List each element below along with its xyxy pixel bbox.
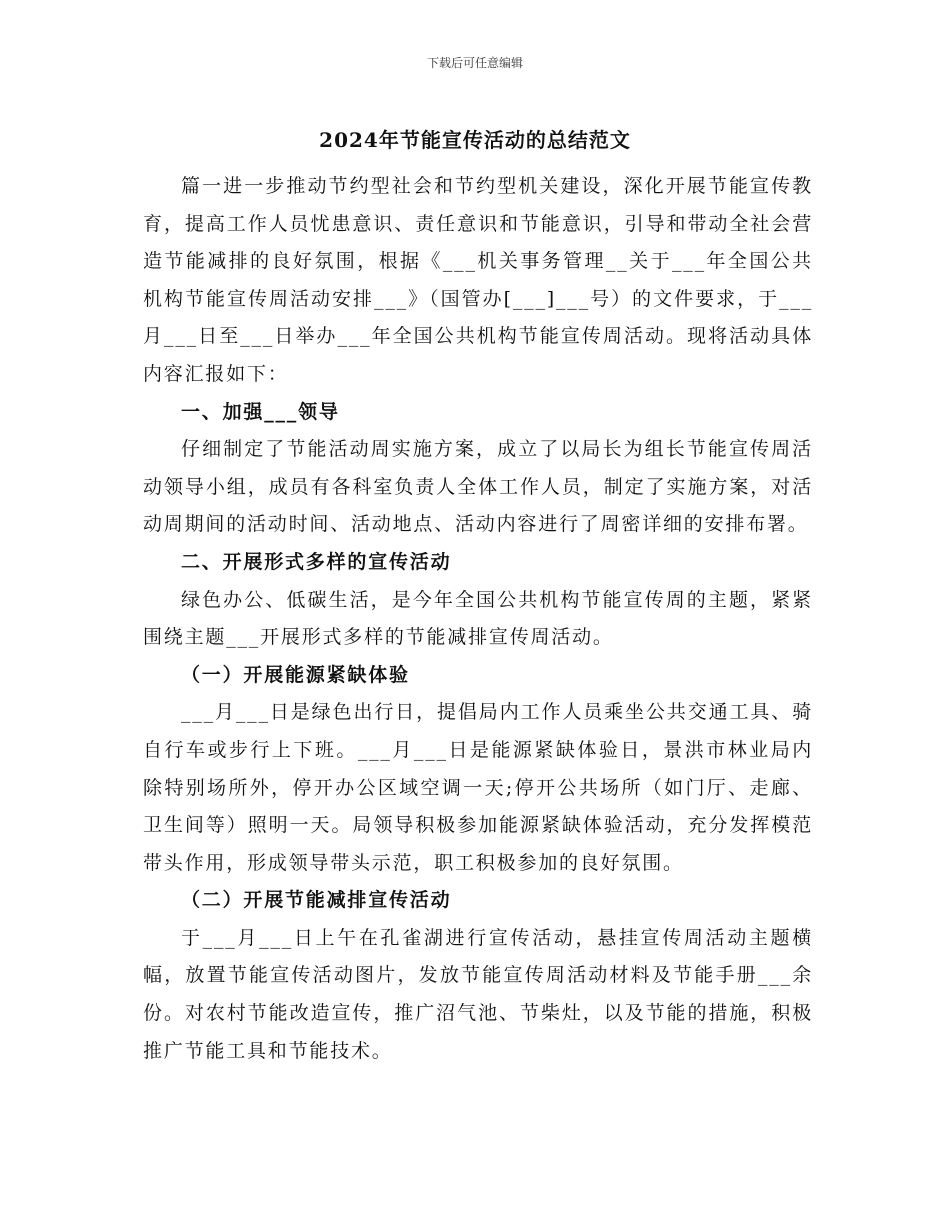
section-1-paragraph: 仔细制定了节能活动周实施方案，成立了以局长为组长节能宣传周活动领导小组，成员有各科室负责人全体工作人员，制定了实施方案，对活动周期间的活动时间、活动地点、活动内容进行了周密详细的安排布署。 — [143, 438, 813, 536]
subsection-heading-1: （一）开展能源紧缺体验 — [181, 663, 410, 686]
subsection-2-paragraph: 于___月___日上午在孔雀湖进行宣传活动，悬挂宣传周活动主题横幅，放置节能宣传活动图片，发放节能宣传周活动材料及节能手册___余份。对农村节能改造宣传，推广沼气池、节柴灶，以及节能的措施，积极推广节能工具和节能技术。 — [143, 926, 813, 1062]
section-2-paragraph: 绿色办公、低碳生活，是今年全国公共机构节能宣传周的主题，紧紧围绕主题___开展形式多样的节能减排宣传周活动。 — [143, 588, 813, 649]
document-title: 2024年节能宣传活动的总结范文 — [319, 128, 631, 152]
section-heading-1: 一、加强___领导 — [181, 400, 340, 423]
subsection-1-paragraph: ___月___日是绿色出行日，提倡局内工作人员乘坐公共交通工具、骑自行车或步行上下班。___月___日是能源紧缺体验日，景洪市林业局内除特别场所外，停开办公区域空调一天;停开公共场所（如门厅、走廊、卫生间等）照明一天。局领导积极参加能源紧缺体验活动，充分发挥模范带头作用，形成领导带头示范，职工积极参加的良好氛围。 — [143, 701, 813, 874]
section-heading-2: 二、开展形式多样的宣传活动 — [181, 550, 452, 573]
page-header-note: 下载后可任意编辑 — [426, 56, 523, 70]
intro-paragraph: 篇一进一步推动节约型社会和节约型机关建设，深化开展节能宣传教育，提高工作人员忧患意识、责任意识和节能意识，引导和带动全社会营造节能减排的良好氛围，根据《___机关事务管理__关于___年全国公共机构节能宣传周活动安排___》（国管办[___]___号）的文件要求，于___月___日至___日举办___年全国公共机构节能宣传周活动。现将活动具体内容汇报如下： — [143, 175, 813, 385]
subsection-heading-2: （二）开展节能减排宣传活动 — [181, 889, 452, 912]
document-body — [143, 168, 813, 1070]
